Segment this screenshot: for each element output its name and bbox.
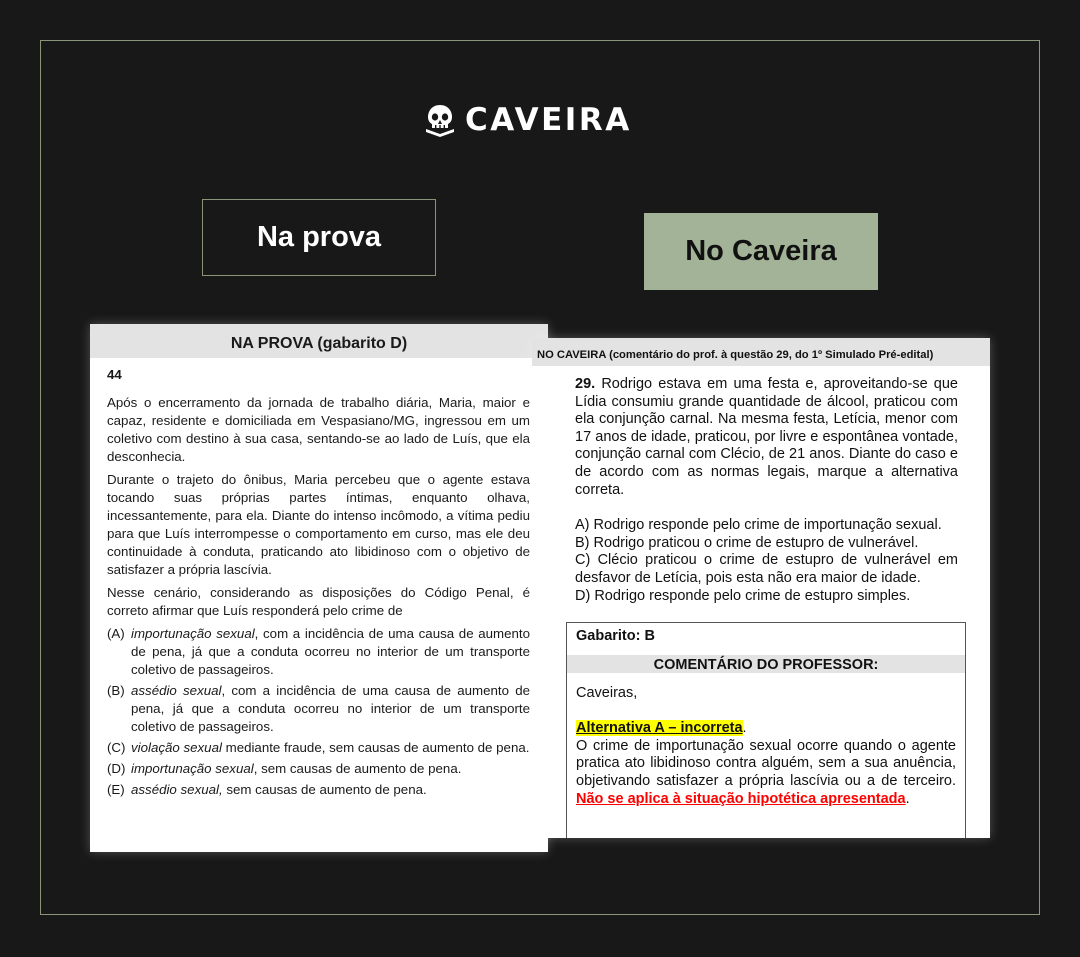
highlighted-verdict: Alternativa A – incorreta — [576, 720, 743, 737]
exam-option-e: (E) assédio sexual, sem causas de aumento de pena. — [107, 782, 427, 797]
exam-doc-title: NA PROVA (gabarito D) — [90, 324, 548, 358]
caveira-option-a: A) Rodrigo responde pelo crime de importunação sexual. — [575, 517, 942, 534]
exam-question-number: 44 — [107, 367, 122, 382]
answer-key: Gabarito: B — [576, 628, 655, 644]
comment-box — [566, 622, 966, 838]
exam-paragraph: Nesse cenário, considerando as disposições do Código Penal, é correto afirmar que Luís responderá pelo crime de — [107, 585, 530, 618]
comment-greeting: Caveiras, — [576, 685, 638, 701]
brand-logo — [423, 100, 632, 140]
exam-paragraph: Durante o trajeto do ônibus, Maria percebeu que o agente estava tocando suas próprias partes íntimas, enquanto olhava, incessantemente, para ela. Diante do intenso incômodo, a vítima pediu para que Luís interrompesse o comportamento em curso, mas ele deu continuidade à conduta, praticando ato libidinoso com o objetivo de satisfazer a própria lascívia. — [107, 472, 530, 577]
exam-option-a: (A) importunação sexual, com a incidência de uma causa de aumento de pena, já que a conduta ocorreu no interior de um transporte coletivo de passageiros. — [107, 626, 530, 677]
caveira-option-c: C) Clécio praticou o crime de estupro de vulnerável em desfavor de Letícia, pois esta não era maior de idade. — [575, 552, 958, 586]
caveira-option-d: D) Rodrigo responde pelo crime de estupro simples. — [575, 587, 911, 604]
skull-icon — [423, 103, 457, 137]
exam-option-c: (C) violação sexual mediante fraude, sem causas de aumento de pena. — [107, 740, 530, 755]
comment-explanation: O crime de importunação sexual ocorre quando o agente pratica ato libidinoso contra alguém, sem a sua anuência, objetivando satisfazer a própria lascívia ou a de terceiro. Não se aplica à situação hipotética apresentada. — [576, 737, 956, 807]
exam-question-document — [90, 324, 548, 852]
comment-header: COMENTÁRIO DO PROFESSOR: — [567, 655, 965, 673]
caveira-question-text: 29. Rodrigo estava em uma festa e, aproveitando-se que Lídia consumiu grande quantidade de álcool, praticou com ela conjunção carnal. Na mesma festa, Letícia, menor com 17 anos de idade, praticou, por livre e espontânea vontade, conjunção carnal com Clécio, de 21 anos. Diante do caso e de acordo com as normas legais, marque a alternativa correta. — [575, 376, 958, 498]
red-conclusion: Não se aplica à situação hipotética apresentada — [576, 790, 906, 807]
caveira-option-b: B) Rodrigo praticou o crime de estupro de vulnerável. — [575, 534, 919, 551]
exam-option-b: (B) assédio sexual, com a incidência de uma causa de aumento de pena, já que a conduta ocorreu no interior de um transporte coletivo de passageiros. — [107, 683, 530, 734]
exam-option-d: (D) importunação sexual, sem causas de aumento de pena. — [107, 761, 462, 776]
tag-no-caveira: No Caveira — [644, 213, 878, 290]
brand-name: CAVEIRA — [465, 102, 632, 138]
caveira-doc-title: NO CAVEIRA (comentário do prof. à questão 29, do 1º Simulado Pré-edital) — [532, 338, 990, 366]
exam-paragraph: Após o encerramento da jornada de trabalho diária, Maria, maior e capaz, residente e domiciliada em Vespasiano/MG, ingressou em um coletivo com destino à sua casa, sentando-se ao lado de Luís, que ela desconhecia. — [107, 395, 530, 464]
caveira-question-document — [532, 338, 990, 838]
comment-highlight-line: Alternativa A – incorreta. — [576, 720, 747, 737]
tag-na-prova: Na prova — [202, 199, 436, 276]
